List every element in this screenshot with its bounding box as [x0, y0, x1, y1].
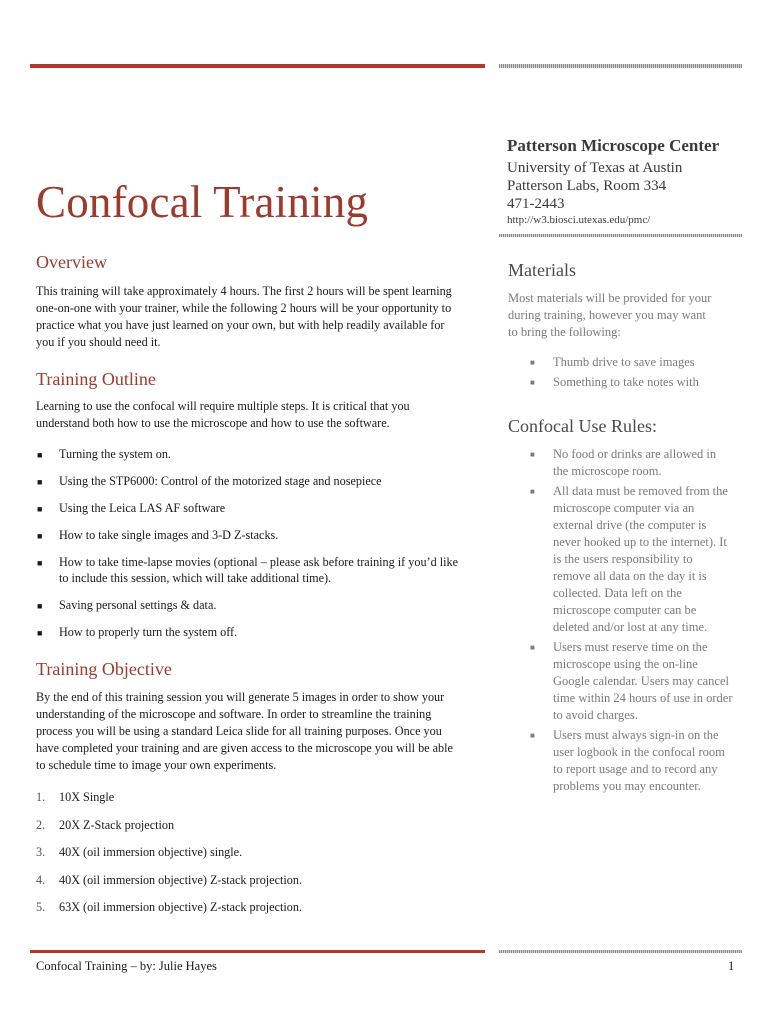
list-item	[36, 527, 466, 543]
square-bullet-icon: ■	[530, 487, 535, 496]
overview-heading: Overview	[36, 252, 107, 272]
square-bullet-icon: ■	[37, 558, 43, 568]
list-item	[508, 483, 733, 636]
document-title: Confocal Training	[36, 177, 369, 227]
sidebar	[499, 74, 742, 974]
square-bullet-icon: ■	[530, 358, 535, 367]
outline-list	[36, 446, 466, 640]
list-item	[508, 354, 733, 371]
materials-heading: Materials	[508, 260, 576, 280]
objective-item-text: 20X Z-Stack projection	[59, 817, 175, 832]
outline-item-text: Using the STP6000: Control of the motorized stage and nosepiece	[59, 474, 382, 488]
square-bullet-icon: ■	[37, 531, 43, 541]
address-line-2: Patterson Labs, Room 334	[507, 178, 667, 194]
list-item	[36, 899, 466, 915]
square-bullet-icon: ■	[530, 643, 535, 652]
rules-heading: Confocal Use Rules:	[508, 416, 657, 436]
rule-item-text: No food or drinks are allowed in the microscope room.	[553, 447, 717, 478]
bottom-rule-red	[30, 950, 485, 953]
list-item	[36, 500, 466, 516]
rule-item-text: Users must always sign-in on the user logbook in the confocal room to report usage and to record any problems you may encounter.	[553, 728, 725, 793]
materials-text: Most materials will be provided for your during training, however you may want to bring the following:	[508, 291, 712, 339]
sidebar-divider	[499, 234, 742, 237]
list-item	[36, 817, 466, 833]
list-item	[36, 872, 466, 888]
outline-item-text: Saving personal settings & data.	[59, 598, 217, 612]
overview-text: This training will take approximately 4 hours. The first 2 hours will be spent learning one-on-one with your trainer, while the following 2 hours will be your opportunity to practice what you have just learned on your own, but with help readily available for you if you should need it.	[36, 284, 452, 349]
list-item	[36, 473, 466, 489]
outline-item-text: How to take single images and 3-D Z-stacks.	[59, 528, 279, 542]
footer-text: Confocal Training – by: Julie Hayes	[36, 959, 217, 973]
top-rule-gray	[499, 64, 742, 68]
square-bullet-icon: ■	[530, 731, 535, 740]
square-bullet-icon: ■	[530, 450, 535, 459]
phone-number: 471-2443	[507, 196, 565, 212]
outline-item-text: How to take time-lapse movies (optional – please ask before training if you’d like to include this session, which will take additional time).	[59, 555, 459, 585]
rules-list	[508, 446, 733, 798]
square-bullet-icon: ■	[530, 378, 535, 387]
list-item	[36, 446, 466, 462]
address-line-1: University of Texas at Austin	[507, 160, 683, 176]
list-item	[508, 374, 733, 391]
org-name: Patterson Microscope Center	[507, 136, 720, 155]
bottom-rule-gray	[499, 950, 742, 953]
list-number: 5.	[36, 900, 46, 914]
outline-item-text: Using the Leica LAS AF software	[59, 501, 226, 515]
objective-heading: Training Objective	[36, 659, 172, 679]
list-number: 2.	[36, 817, 46, 832]
objective-item-text: 40X (oil immersion objective) single.	[59, 845, 243, 859]
objective-item-text: 40X (oil immersion objective) Z-stack projection.	[59, 872, 303, 887]
objective-item-text: 63X (oil immersion objective) Z-stack projection.	[59, 900, 303, 914]
list-number: 1.	[36, 790, 46, 804]
list-item	[36, 844, 466, 860]
outline-text: Learning to use the confocal will require multiple steps. It is critical that you understand both how to use the microscope and how to use the software.	[36, 399, 410, 430]
objective-list	[36, 789, 466, 915]
top-rule-red	[30, 64, 485, 68]
rule-item-text: Users must reserve time on the microscope using the on-line Google calendar. Users may cancel time within 24 hours of use in order to avoid charges.	[553, 640, 733, 722]
square-bullet-icon: ■	[37, 601, 43, 611]
square-bullet-icon: ■	[37, 477, 43, 487]
list-item	[36, 789, 466, 805]
list-number: 4.	[36, 872, 46, 887]
website-url[interactable]: http://w3.biosci.utexas.edu/pmc/	[507, 214, 651, 226]
objective-item-text: 10X Single	[59, 790, 115, 804]
objective-text: By the end of this training session you will generate 5 images in order to show your understanding of the microscope and software. In order to streamline the training process you will be using a standard Leica slide for all training purposes. Once you have completed your training and are given access to the microscope you will be able to schedule time to image your own experiments.	[36, 690, 453, 772]
list-item	[508, 446, 733, 480]
list-number: 3.	[36, 845, 46, 859]
materials-list	[508, 354, 733, 394]
outline-item-text: How to properly turn the system off.	[59, 625, 238, 639]
list-item	[36, 624, 466, 640]
outline-heading: Training Outline	[36, 369, 156, 389]
list-item	[508, 727, 733, 795]
square-bullet-icon: ■	[37, 504, 43, 514]
list-item	[36, 597, 466, 613]
rule-item-text: All data must be removed from the microscope computer via an external drive (the computer is never hooked up to the internet). It is the users responsibility to remove all data on the day it is collected. Data left on the microscope computer can be deleted and/or lost at any time.	[553, 484, 728, 634]
list-item	[508, 639, 733, 724]
materials-item-text: Something to take notes with	[553, 375, 699, 389]
square-bullet-icon: ■	[37, 628, 43, 638]
page-number: 1	[728, 959, 735, 973]
list-item	[36, 554, 466, 586]
materials-item-text: Thumb drive to save images	[553, 355, 695, 369]
square-bullet-icon: ■	[37, 450, 43, 460]
outline-item-text: Turning the system on.	[59, 447, 171, 461]
